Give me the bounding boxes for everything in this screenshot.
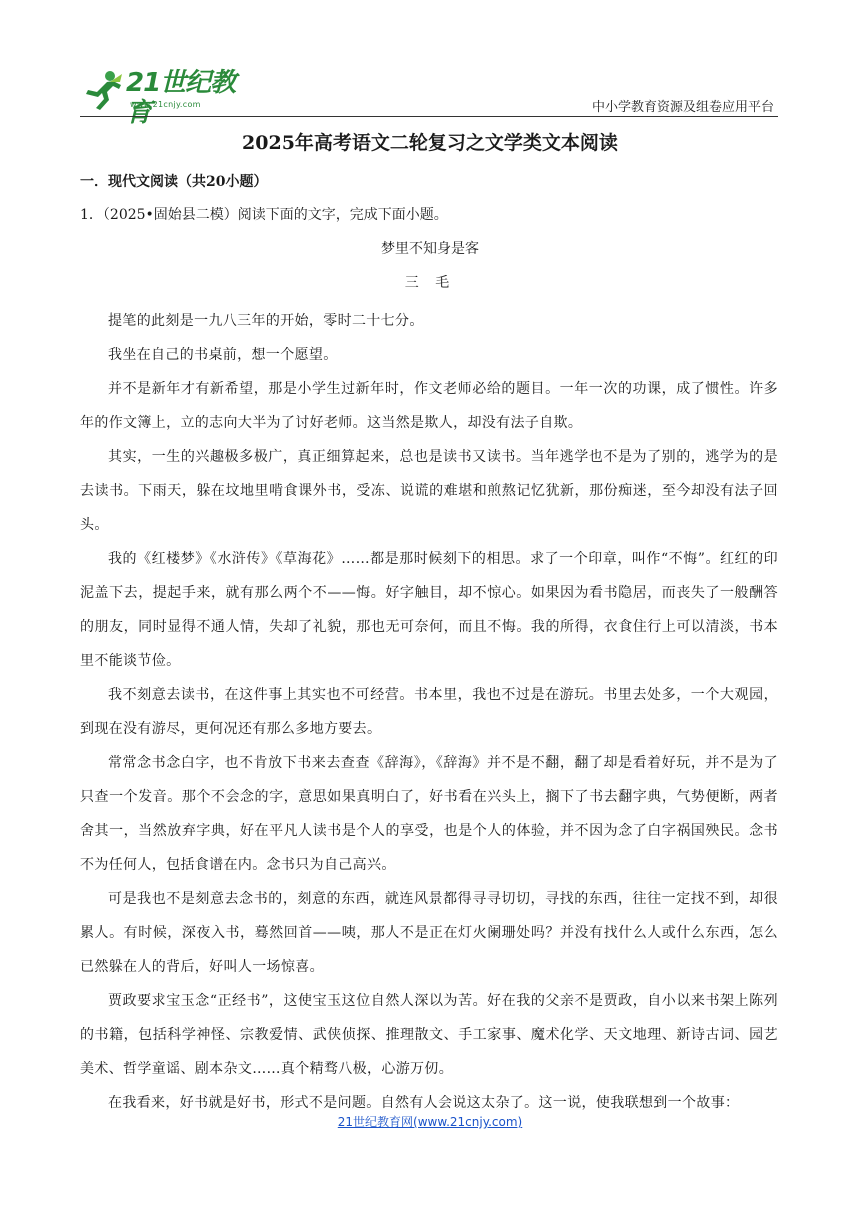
paragraph: 提笔的此刻是一九八三年的开始，零时二十七分。	[108, 313, 424, 329]
question-intro: 1．（2025•固始县二模）阅读下面的文字，完成下面小题。	[80, 207, 448, 223]
paragraph: 其实，一生的兴趣极多极广，真正细算起来，总也是读书又读书。当年逃学也不是为了别的，逃学为的是去读书。下雨天，躲在坟地里啃食课外书，受冻、说谎的难堪和煎熬记忆犹新，那份痴迷，至今却没有法子回头。	[80, 449, 778, 533]
paragraph: 常常念书念白字，也不肯放下书来去查查《辞海》，《辞海》并不是不翻，翻了却是看着好玩，并不是为了只查一个发音。那个不会念的字，意思如果真明白了，好书看在兴头上，搁下了书去翻字典，气势便断，两者舍其一，当然放弃字典，好在平凡人读书是个人的享受，也是个人的体验，并不因为念了白字祸国殃民。念书不为任何人，包括食谱在内。念书只为自己高兴。	[80, 755, 778, 873]
platform-label: 中小学教育资源及组卷应用平台	[591, 100, 774, 115]
header-divider	[80, 116, 778, 117]
running-figure-icon	[80, 68, 124, 112]
logo-text: 21世纪教育	[126, 68, 236, 128]
essay-body	[80, 304, 778, 1120]
paragraph: 我的《红楼梦》《水浒传》《草海花》……都是那时候刻下的相思。求了一个印章，叫作“不悔”。红红的印泥盖下去，提起手来，就有那么两个不——悔。好字触目，却不惊心。如果因为看书隐居，而丧失了一般酬答的朋友，同时显得不通人情，失却了礼貌，那也无可奈何，而且不悔。我的所得，衣食住行上可以清淡，书本里不能谈节俭。	[80, 551, 778, 669]
section-heading: 一．现代文阅读（共20小题）	[80, 174, 268, 190]
paragraph: 贾政要求宝玉念“正经书”，这使宝玉这位自然人深以为苦。好在我的父亲不是贾政，自小以来书架上陈列的书籍，包括科学神怪、宗教爱情、武侠侦探、推理散文、手工家事、魔术化学、天文地理、新诗古词、园艺美术、哲学童谣、剧本杂文……真个精骛八极，心游万仞。	[80, 993, 778, 1077]
logo-url: www.21cnjy.com	[130, 100, 201, 109]
paragraph: 在我看来，好书就是好书，形式不是问题。自然有人会说这太杂了。这一说，使我联想到一个故事：	[108, 1095, 740, 1111]
paragraph: 我不刻意去读书，在这件事上其实也不可经营。书本里，我也不过是在游玩。书里去处多，一个大观园，到现在没有游尽，更何况还有那么多地方要去。	[80, 687, 778, 737]
paragraph: 我坐在自己的书桌前，想一个愿望。	[108, 347, 338, 363]
essay-author: 三 毛	[404, 275, 456, 291]
page-header	[80, 62, 778, 128]
paragraph: 可是我也不是刻意去念书的，刻意的东西，就连风景都得寻寻切切，寻找的东西，往往一定找不到，却很累人。有时候，深夜入书，蓦然回首——咦，那人不是正在灯火阑珊处吗？并没有找什么人或什么东西，怎么已然躲在人的背后，好叫人一场惊喜。	[80, 891, 778, 975]
footer-link[interactable]: 21世纪教育网(www.21cnjy.com)	[337, 1115, 523, 1129]
essay-title: 梦里不知身是客	[381, 241, 479, 257]
logo	[80, 62, 250, 128]
document-title: 2025年高考语文二轮复习之文学类文本阅读	[242, 132, 618, 154]
paragraph: 并不是新年才有新希望，那是小学生过新年时，作文老师必给的题目。一年一次的功课，成了惯性。许多年的作文簿上，立的志向大半为了讨好老师。这当然是欺人，却没有法子自欺。	[80, 381, 778, 431]
